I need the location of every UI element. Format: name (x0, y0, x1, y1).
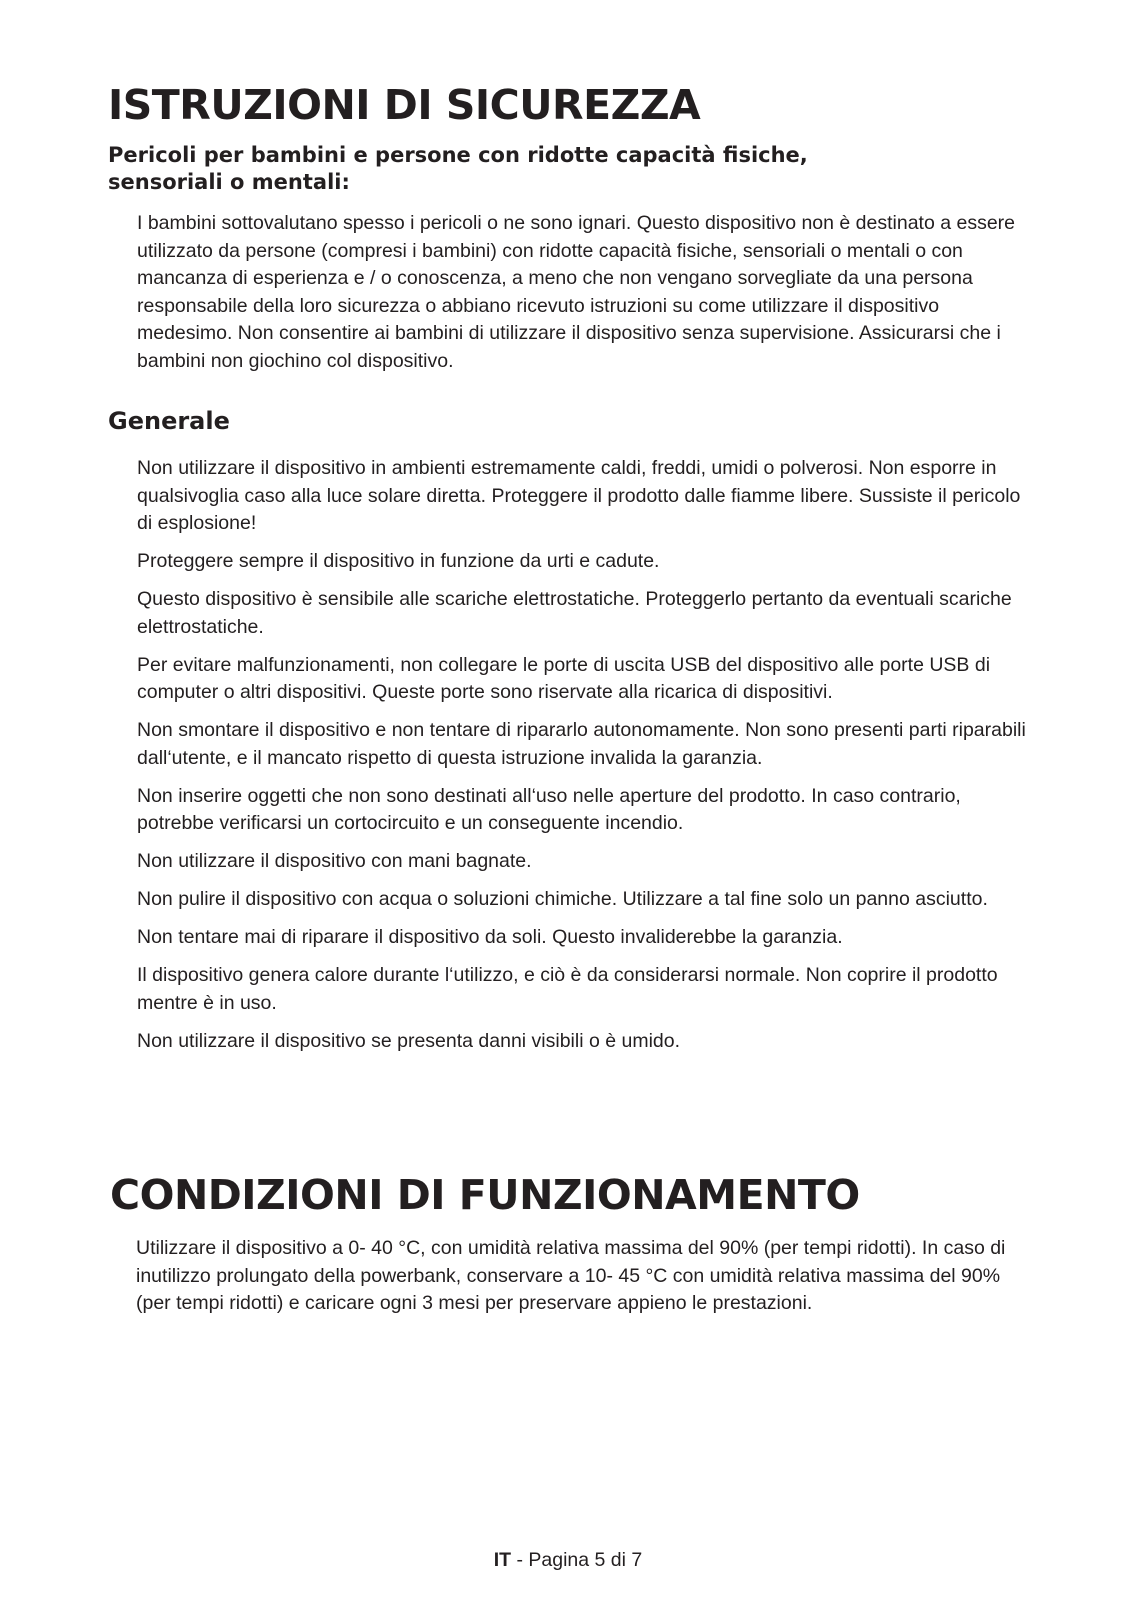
operating-conditions-paragraph: Utilizzare il dispositivo a 0- 40 °C, con umidità relativa massima del 90% (per tempi ridotti). In caso di inutilizzo prolungato della powerbank, conservare a 10- 45 °C con umidità relativa massima del 90% (per tempi ridotti) e caricare ogni 3 mesi per preservare appieno le prestazioni. (136, 1237, 1006, 1314)
page-number: - Pagina 5 di 7 (511, 1549, 643, 1571)
page-footer (0, 1548, 1136, 1572)
language-code: IT (493, 1549, 512, 1571)
general-item: Non utilizzare il dispositivo se presenta danni visibili o è umido. (137, 1029, 681, 1052)
general-item: Non smontare il dispositivo e non tentare di ripararlo autonomamente. Non sono presenti parti riparabili dall‘utente, e il mancato rispetto di questa istruzione invalida la garanzia. (137, 719, 1026, 769)
general-item: Non tentare mai di riparare il dispositivo da soli. Questo invaliderebbe la garanzia. (137, 926, 843, 948)
general-item: Non pulire il dispositivo con acqua o soluzioni chimiche. Utilizzare a tal fine solo un panno asciutto. (137, 888, 988, 910)
general-item: Proteggere sempre il dispositivo in funzione da urti e cadute. (137, 550, 660, 572)
children-hazards-paragraph: I bambini sottovalutano spesso i pericoli o ne sono ignari. Questo dispositivo non è destinato a essere utilizzato da persone (compresi i bambini) con ridotte capacità fisiche, sensoriali o mentali o con mancanza di esperienza e / o conoscenza, a meno che non vengano sorvegliate da una persona responsabile della loro sicurezza o abbiano ricevuto istruzioni su come utilizzare il dispositivo medesimo. Non consentire ai bambini di utilizzare il dispositivo senza supervisione. Assicurarsi che i bambini non giochino col dispositivo. (137, 212, 1016, 372)
general-item: Non inserire oggetti che non sono destinati all‘uso nelle aperture del prodotto. In caso contrario, potrebbe verificarsi un cortocircuito e un conseguente incendio. (137, 784, 961, 834)
general-heading: Generale (108, 407, 230, 435)
operating-conditions-title: CONDIZIONI DI FUNZIONAMENTO (110, 1171, 860, 1219)
general-item: Non utilizzare il dispositivo in ambienti estremamente caldi, freddi, umidi o polverosi. Non esporre in qualsivoglia caso alla luce solare diretta. Proteggere il prodotto dalle fiamme libere. Sussiste il pericolo di esplosione! (137, 457, 1021, 534)
general-item: Questo dispositivo è sensibile alle scariche elettrostatiche. Proteggerlo pertanto da eventuali scariche elettrostatiche. (137, 588, 1012, 638)
general-instructions-list (137, 455, 1037, 1066)
general-item: Per evitare malfunzionamenti, non collegare le porte di uscita USB del dispositivo alle porte USB di computer o altri dispositivi. Queste porte sono riservate alla ricarica di dispositivi. (137, 653, 991, 703)
general-item: Non utilizzare il dispositivo con mani bagnate. (137, 850, 532, 872)
children-hazards-heading: Pericoli per bambini e persone con ridotte capacità fisiche, sensoriali o mentali: (108, 143, 808, 194)
general-item: Il dispositivo genera calore durante l‘utilizzo, e ciò è da considerarsi normale. Non coprire il prodotto mentre è in uso. (137, 964, 998, 1014)
safety-title: ISTRUZIONI DI SICUREZZA (108, 81, 701, 129)
